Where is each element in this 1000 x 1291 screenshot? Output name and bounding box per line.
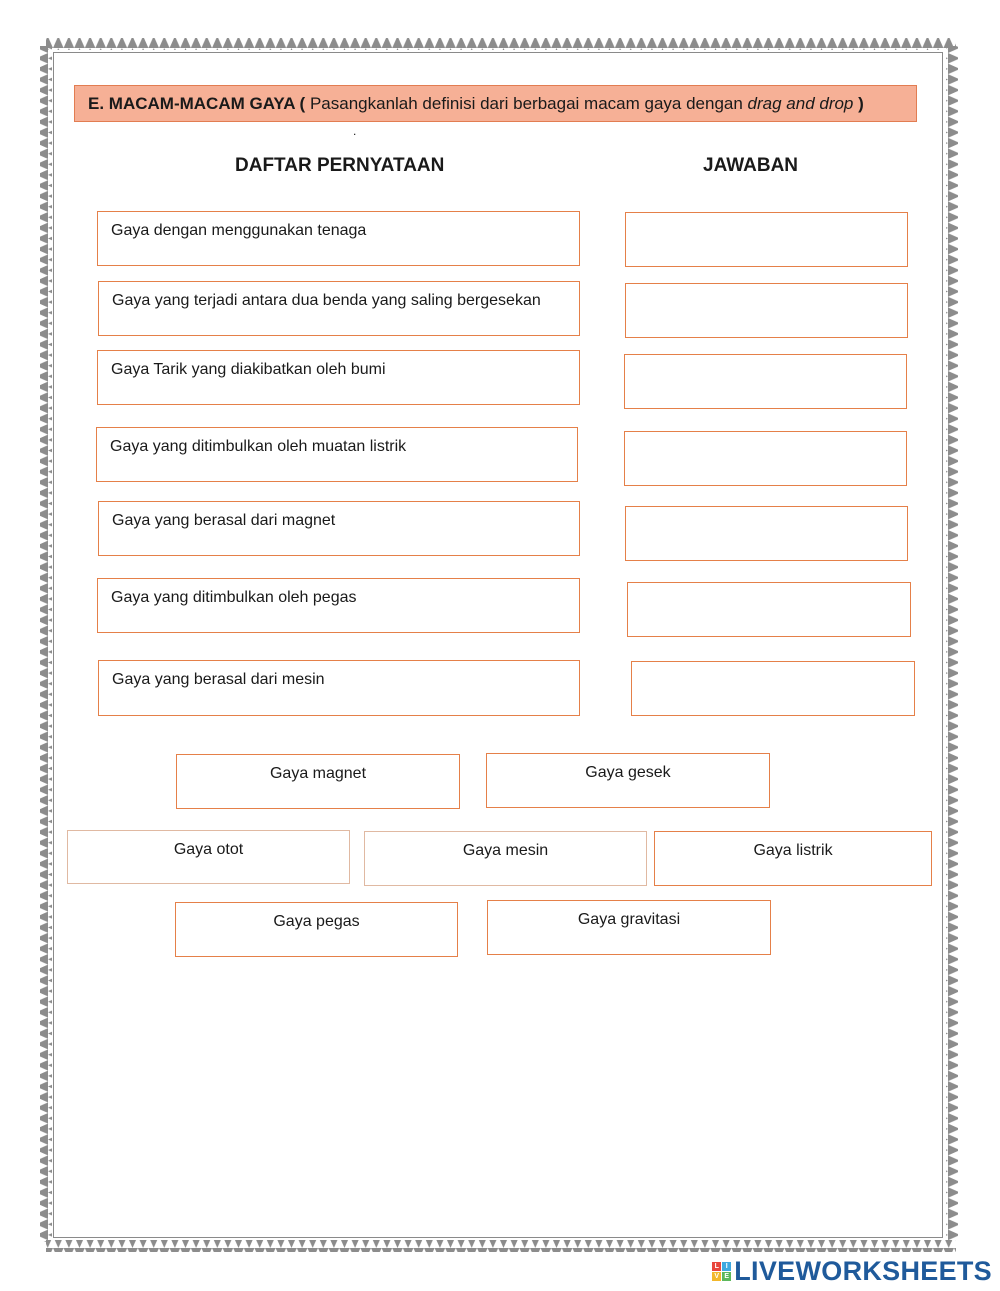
- logo-letter: I: [722, 1262, 731, 1271]
- option-gaya-listrik[interactable]: Gaya listrik: [654, 831, 932, 886]
- liveworksheets-logo: [712, 1256, 992, 1286]
- option-gaya-otot[interactable]: Gaya otot: [67, 830, 350, 884]
- statement-7: Gaya yang berasal dari mesin: [98, 660, 580, 716]
- option-gaya-mesin[interactable]: Gaya mesin: [364, 831, 647, 886]
- instruction-emphasis: drag and drop: [747, 94, 854, 113]
- logo-mark-icon: [712, 1262, 731, 1281]
- option-gaya-pegas[interactable]: Gaya pegas: [175, 902, 458, 957]
- option-gaya-gravitasi[interactable]: Gaya gravitasi: [487, 900, 771, 955]
- answer-slot-2[interactable]: [625, 283, 908, 338]
- answer-slot-7[interactable]: [631, 661, 915, 716]
- option-gaya-magnet[interactable]: Gaya magnet: [176, 754, 460, 809]
- option-gaya-gesek[interactable]: Gaya gesek: [486, 753, 770, 808]
- answer-slot-5[interactable]: [625, 506, 908, 561]
- instruction-text: Pasangkanlah definisi dari berbagai macam gaya dengan: [305, 94, 748, 113]
- statement-4: Gaya yang ditimbulkan oleh muatan listrik: [96, 427, 578, 482]
- logo-letter: V: [712, 1272, 721, 1281]
- logo-letter: L: [712, 1262, 721, 1271]
- answer-slot-3[interactable]: [624, 354, 907, 409]
- section-title: E. MACAM-MACAM GAYA (: [88, 94, 306, 113]
- statement-3: Gaya Tarik yang diakibatkan oleh bumi: [97, 350, 580, 405]
- statement-1: Gaya dengan menggunakan tenaga: [97, 211, 580, 266]
- answer-slot-1[interactable]: [625, 212, 908, 267]
- section-closing: ): [853, 94, 864, 113]
- statements-heading: DAFTAR PERNYATAAN: [235, 155, 445, 176]
- answer-slot-4[interactable]: [624, 431, 907, 486]
- stray-mark: .: [353, 124, 357, 138]
- statement-5: Gaya yang berasal dari magnet: [98, 501, 580, 556]
- answers-heading: JAWABAN: [703, 155, 799, 176]
- section-header: [74, 85, 917, 122]
- logo-wordmark: LIVEWORKSHEETS: [734, 1255, 992, 1286]
- logo-letter: E: [722, 1272, 731, 1281]
- statement-2: Gaya yang terjadi antara dua benda yang saling bergesekan: [98, 281, 580, 336]
- statement-6: Gaya yang ditimbulkan oleh pegas: [97, 578, 580, 633]
- answer-slot-6[interactable]: [627, 582, 911, 637]
